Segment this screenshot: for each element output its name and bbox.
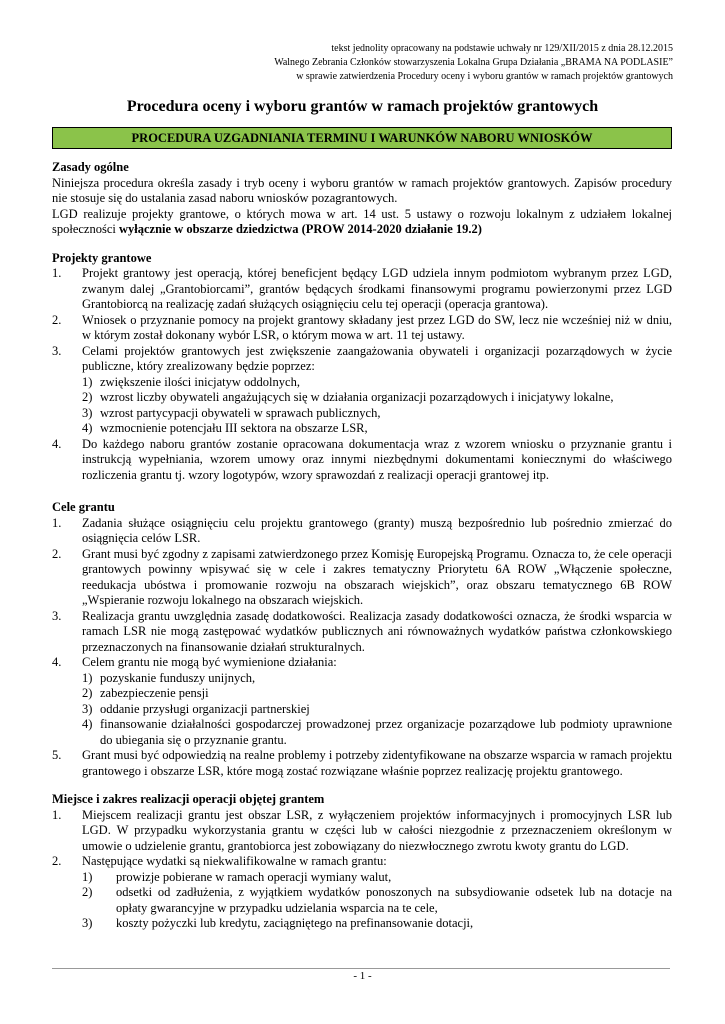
list-item: 2. Grant musi być zgodny z zapisami zatwierdzonego przez Komisję Europejską Programu. Oznacza to, że cele operacji grantowych powinny wpisywać się w cele i zakres tematyczny Priorytetu 6A ROW „Włączenie społeczne, reedukacja ubóstwa i promowanie rozwoju na obszarach wiejskich”, oraz obszaru tematycznego 6B ROW „Wspieranie rozwoju lokalnego na obszarach wiejskich. xyxy=(52,546,672,607)
list-item: 1. Miejscem realizacji grantu jest obszar LSR, z wyłączeniem projektów informacyjnych i promocyjnych LSR lub LGD. W przypadku wykorzystania grantu w części lub w całości niezgodnie z przeznaczeniem określonym w umowie o udzielenie grantu, grantobiorca jest zobowiązany do niezwłocznego zwrotu kwoty grantu do LGD. xyxy=(52,807,672,853)
sub-list xyxy=(82,870,672,932)
list-item: 1. Zadania służące osiągnięciu celu projektu grantowego (granty) muszą bezpośrednio lub pośrednio zmierzać do osiągnięcia celów LSR. xyxy=(52,515,672,545)
list-item: 3. Celami projektów grantowych jest zwiększenie zaangażowania obywateli i organizacji pozarządowych w życie publiczne, który zrealizowany będzie poprzez: 1) zwiększenie ilości inicjatyw oddolnych, 2) wzrost liczby obywateli angażujących się w działania organizacji pozarządowych i inicjatywy lokalne, 3) wzrost partycypacji obywateli w sprawach publicznych, 4) wzmocnienie potencjału III sektora na obszarze LSR, xyxy=(52,343,672,435)
section-heading: Projekty grantowe xyxy=(52,250,152,265)
sub-list-item: 1) zwiększenie ilości inicjatyw oddolnych, xyxy=(82,374,300,389)
list-item: 1. Projekt grantowy jest operacją, której beneficjent będący LGD udziela innym podmiotom wybranym przez LGD, zwanym dalej „Grantobiorcami”, grantów będących środkami finansowymi programu powierzonymi przez LGD Grantobiorcą na realizację zadań służących osiągnięciu celu tej operacji (operacja grantowa). xyxy=(52,266,672,311)
sub-list-item: 4) wzmocnienie potencjału III sektora na obszarze LSR, xyxy=(82,421,368,435)
page-number: - 1 - xyxy=(353,970,372,982)
sub-list-item: 3) wzrost partycypacji obywateli w sprawach publicznych, xyxy=(82,405,381,420)
header-line: w sprawie zatwierdzenia Procedury oceny i wyboru grantów w ramach projektów grantowych xyxy=(296,71,673,82)
header-line: Walnego Zebrania Członków stowarzyszenia Lokalna Grupa Działania „BRAMA NA PODLASIE” xyxy=(274,57,673,68)
section-heading: Cele grantu xyxy=(52,500,115,514)
sub-list-item: 3) oddanie przysługi organizacji partnerskiej xyxy=(82,701,310,716)
list-item: 5. Grant musi być odpowiedzią na realne problemy i potrzeby zidentyfikowane na obszarze wsparcia w ramach projektu grantowego i obszarze LSR, które mogą zostać rozwiązane właśnie poprzez realizację projektu grantowego. xyxy=(52,748,672,778)
list-item: 4. Celem grantu nie mogą być wymienione działania: 1) pozyskanie funduszy unijnych, 2) zabezpieczenie pensji 3) oddanie przysługi organizacji partnerskiej 4) finansowanie działalności gospodarczej prowadzonej przez organizacje pozarządowe lub podmioty uprawnione do ubiegania się o przyznanie grantu. xyxy=(52,655,672,747)
paragraph: Niniejsza procedura określa zasady i tryb oceny i wyboru grantów w ramach projektów grantowych. Zapisów procedury nie stosuje się do ustalania zasad naboru wniosków pozagrantowych. xyxy=(52,175,672,205)
section-heading: Miejsce i zakres realizacji operacji objętej grantem xyxy=(52,792,325,806)
numbered-list xyxy=(52,516,672,780)
sub-list-item: 3) koszty pożyczki lub kredytu, zaciągniętego na prefinansowanie dotacji, xyxy=(82,916,474,930)
document-header xyxy=(274,42,673,84)
sub-list xyxy=(82,671,672,749)
list-item: 3. Realizacja grantu uwzględnia zasadę dodatkowości. Realizacja zasady dodatkowości oznacza, że środki wsparcia w ramach LSR nie mogą zastępować wydatków publicznych ani równoważnych wydatków państwa członkowskiego przeznaczonych na finansowanie działań strukturalnych. xyxy=(52,608,672,654)
paragraph xyxy=(52,207,672,238)
sub-list-item: 2) wzrost liczby obywateli angażujących się w działania organizacji pozarządowych i inicjatywy lokalne, xyxy=(82,390,614,404)
document-body xyxy=(52,160,672,932)
list-item: 2. Następujące wydatki są niekwalifikowalne w ramach grantu: 1) prowizje pobierane w ramach operacji wymiany walut, 2) odsetki od zadłużenia, z wyjątkiem wydatków ponoszonych na subsydiowanie odsetek lub na dotacje na opłaty gwarancyjne w przypadku udzielania wsparcia na te cele, 3) koszty pożyczki lub kredytu, zaciągniętego na prefinansowanie dotacji, xyxy=(52,854,672,930)
paragraph-bold-text: wyłącznie w obszarze dziedzictwa (PROW 2014-2020 działanie 19.2) xyxy=(119,222,482,236)
document-title: Procedura oceny i wyboru grantów w ramach projektów grantowych xyxy=(126,98,599,115)
numbered-list xyxy=(52,266,672,483)
sub-list-item: 1) pozyskanie funduszy unijnych, xyxy=(82,670,256,685)
footer-divider xyxy=(52,968,670,969)
sub-list-item: 1) prowizje pobierane w ramach operacji wymiany walut, xyxy=(82,869,392,884)
paragraph-text: LGD realizuje projekty grantowe, o których mowa w art. 14 ust. 5 ustawy o rozwoju lokalnym z udziałem lokalnej społeczności xyxy=(52,206,672,236)
sub-list xyxy=(82,375,672,437)
list-item: 4. Do każdego naboru grantów zostanie opracowana dokumentacja wraz z wzorem wniosku o przyznanie grantu i instrukcją wypełniania, wzorem umowy oraz innymi niezbędnymi dokumentami koniecznymi do właściwego rozliczenia grantu tj. wzory logotypów, wzory sprawozdań z realizacji operacji grantowej itp. xyxy=(52,436,672,482)
sub-list-item: 2) zabezpieczenie pensji xyxy=(82,686,209,700)
header-line: tekst jednolity opracowany na podstawie uchwały nr 129/XII/2015 z dnia 28.12.2015 xyxy=(331,43,673,54)
section-heading: Zasady ogólne xyxy=(52,160,129,174)
sub-list-item: 2) odsetki od zadłużenia, z wyjątkiem wydatków ponoszonych na subsydiowanie odsetek lub na dotacje na opłaty gwarancyjne w przypadku udzielania wsparcia na te cele, xyxy=(82,885,672,915)
sub-list-item: 4) finansowanie działalności gospodarczej prowadzonej przez organizacje pozarządowe lub podmioty uprawnione do ubiegania się o przyznanie grantu. xyxy=(82,717,672,747)
section-bar: PROCEDURA UZGADNIANIA TERMINU I WARUNKÓW NABORU WNIOSKÓW xyxy=(52,127,672,149)
list-item: 2. Wniosek o przyznanie pomocy na projekt grantowy składany jest przez LGD do SW, lecz nie wcześniej niż w dniu, w którym został dokonany wybór LSR, o którym mowa w art. 11 tej ustawy. xyxy=(52,312,672,342)
numbered-list xyxy=(52,808,672,932)
